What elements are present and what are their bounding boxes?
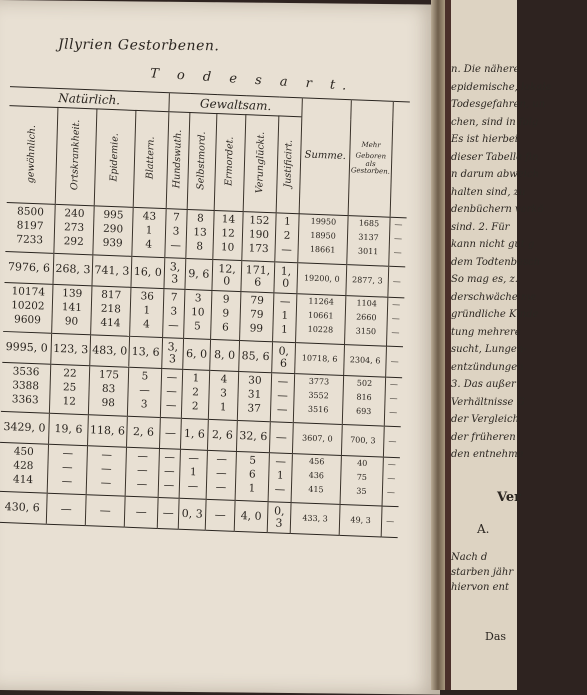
right-page-line: 3. Das außer <box>451 379 516 390</box>
table-cell: 2, 6 <box>207 419 237 451</box>
table-cell: — <box>269 422 293 454</box>
table-cell: 7 3 — <box>165 209 187 259</box>
table-cell: 8 13 8 <box>186 209 214 259</box>
table-cell: 30 31 37 <box>237 371 271 421</box>
right-page-line: denbüchern vorkö <box>451 204 544 215</box>
right-page-footer: Das <box>485 630 507 643</box>
table-cell: 483, 0 <box>90 335 130 367</box>
col-head-4 <box>166 112 190 210</box>
table-cell: 40 75 35 <box>340 455 383 506</box>
table-cell: 175 83 98 <box>88 366 128 416</box>
table-cell: 123, 3 <box>51 333 91 365</box>
col-head-label: Ermordet. <box>223 136 236 187</box>
table-cell: 450 428 414 <box>12 445 34 487</box>
right-page-line: der Vergleich <box>451 414 520 425</box>
table-cell: 3429, 0 <box>0 411 49 444</box>
table-cell: 8, 0 <box>210 339 240 371</box>
col-head-1 <box>55 107 97 205</box>
table-cell: 0, 3 <box>178 498 206 530</box>
table-cell: 700, 3 <box>341 424 384 457</box>
table-cell: 3, 3 <box>164 258 186 290</box>
table-cell: 8500 8197 7233 <box>16 205 45 247</box>
col-head-label: Ortskrankheit. <box>69 119 83 191</box>
table-cell: — <box>388 266 405 298</box>
table-cell: 2, 6 <box>126 416 160 448</box>
right-page-line: entzündungen <box>451 361 524 373</box>
table-cell: 1 2 — <box>275 213 299 263</box>
table-cell: — — — <box>47 444 87 494</box>
table-cell: — — — <box>387 297 405 347</box>
right-page-line: epidemische, lokale <box>451 81 552 93</box>
table-cell: — <box>383 426 400 458</box>
right-page-line: sind. 2. Für <box>451 221 510 233</box>
right-page-subheading: A. <box>477 522 490 536</box>
col-head-5 <box>187 113 217 211</box>
table-cell: — — — <box>382 457 400 507</box>
table-cell: 10174 10202 9609 <box>11 285 46 327</box>
table-cell: — — — <box>125 447 159 497</box>
table-cell: 433, 3 <box>290 503 340 536</box>
right-page-heading: Ver <box>497 490 522 505</box>
table-cell: 10718, 6 <box>295 343 345 376</box>
table-cell: — — — <box>270 373 294 423</box>
table-cell: 3, 3 <box>162 338 184 370</box>
col-side-top: Mehr <box>361 140 381 150</box>
right-page-line: Todesgefahren, un <box>451 99 546 110</box>
right-page-line: den entnehme <box>451 449 524 460</box>
table-cell: — <box>386 346 403 378</box>
right-page-line: Es ist hierbei <box>451 134 518 145</box>
right-page-line: gründliche Kinde <box>451 309 539 320</box>
right-page-line: Nach d <box>451 552 488 563</box>
table-cell: 4 3 1 <box>208 370 238 420</box>
table-cell: 19950 18950 18661 <box>298 214 348 265</box>
col-head-3 <box>133 110 169 208</box>
table-cell: 456 436 415 <box>291 454 341 505</box>
col-head-label: Justificirt. <box>282 139 295 188</box>
table-cell: 9, 6 <box>185 258 213 290</box>
col-head-2 <box>94 109 136 207</box>
right-page-line: So mag es, z. <box>451 274 518 285</box>
table-cell: 502 816 693 <box>342 376 385 427</box>
table-cell: 6, 0 <box>183 338 211 370</box>
col-side <box>348 100 393 218</box>
table-cell: 85, 6 <box>239 341 273 373</box>
col-head-label: Selbstmord. <box>195 130 208 190</box>
table-cell: 152 190 173 <box>242 212 276 262</box>
table-cell: — — — <box>389 217 407 267</box>
right-page <box>445 0 552 690</box>
right-page-line: halten sind, zu <box>451 186 526 198</box>
table-cell: 1, 6 <box>180 418 208 450</box>
table-cell: 9 9 6 <box>211 290 241 340</box>
table-cell: 12, 0 <box>212 259 242 291</box>
table-cell: 430, 6 <box>0 491 47 524</box>
table-cell: 7 3 — <box>163 289 185 339</box>
col-head-8 <box>276 116 302 214</box>
right-page-line: n darum abweich <box>451 169 539 180</box>
table-cell: 3536 3388 3363 <box>11 365 40 407</box>
right-page-line: hiervon ent <box>451 582 510 593</box>
table-cell: — 1 — <box>179 449 207 499</box>
table-cell: 1104 2660 3150 <box>345 296 388 347</box>
table-cell: 1685 3137 3011 <box>347 216 390 267</box>
table-cell: 14 12 10 <box>213 210 243 260</box>
right-page-line: Verhältnisse G <box>451 396 525 408</box>
table-cell: 5 — 3 <box>127 367 161 417</box>
right-page-line: derschwäche me <box>451 291 537 303</box>
table-cell: — 1 — <box>268 453 292 503</box>
table-cell: — <box>85 495 125 527</box>
table-cell: 4, 0 <box>234 500 268 532</box>
table-cell: — <box>46 493 86 525</box>
right-page-line: der früheren <box>451 431 516 443</box>
group-natural: Natürlich. <box>9 87 169 112</box>
table-cell: 3 10 5 <box>184 289 212 339</box>
table-cell: — 1 1 <box>273 293 297 343</box>
right-page-line: n. Die nähere <box>451 64 520 75</box>
table-cell: 1, 0 <box>274 262 298 294</box>
table-cell: 11264 10661 10228 <box>296 294 346 345</box>
table-cell: — <box>205 499 235 531</box>
table-cell: 1 2 2 <box>181 369 209 419</box>
table-cell: 240 273 292 <box>54 204 94 254</box>
group-violent: Gewaltsam. <box>169 93 302 117</box>
table-cell: 3773 3552 3516 <box>293 374 343 425</box>
table-cell: 3607, 0 <box>292 423 342 456</box>
table-cell: 32, 6 <box>236 420 270 452</box>
right-page-line: dieser Tabelle fin <box>451 151 539 163</box>
col-head-7 <box>243 115 279 213</box>
right-page-line: chen, sind in folg <box>451 116 539 128</box>
table-cell: 36 1 4 <box>130 287 164 337</box>
col-head-label: Verunglückt. <box>254 131 267 194</box>
table-cell: — — — <box>206 450 236 500</box>
col-head-label: Hundswuth. <box>171 129 184 189</box>
table-cell: 19, 6 <box>49 413 89 445</box>
table-cell: 0, 3 <box>267 502 291 534</box>
table-cell: 741, 3 <box>92 255 132 287</box>
table-cell: 139 141 90 <box>52 284 92 334</box>
table-cell: 5 6 1 <box>235 451 269 501</box>
table-cell: 16, 0 <box>131 256 165 288</box>
col-sum: Summe. <box>299 98 351 216</box>
col-head-label: Epidemie. <box>108 132 121 182</box>
table-cell: — — — <box>160 369 182 419</box>
col-head-6 <box>214 114 246 212</box>
right-page-line: kann nicht gut g <box>451 239 535 250</box>
col-head-label: gewöhnlich. <box>25 124 38 184</box>
col-head-label: Blattern. <box>144 136 157 180</box>
table-cell: 43 1 4 <box>132 207 166 257</box>
table-cell: 13, 6 <box>129 336 163 368</box>
table-cell: 7976, 6 <box>5 251 54 284</box>
col-side-sub: Geboren als Gestorben. <box>350 151 391 176</box>
table-cell: — — — <box>384 377 402 427</box>
table-cell: 0, 6 <box>272 342 296 374</box>
table-cell: 79 79 99 <box>240 292 274 342</box>
table-cell: — — — <box>86 446 126 496</box>
table-cell: 2304, 6 <box>344 345 387 378</box>
table-cell: 2877, 3 <box>346 265 389 298</box>
table-cell: 995 290 939 <box>93 206 133 256</box>
table-cell: 19200, 0 <box>297 263 347 296</box>
page-header: Jllyrien Gestorbenen. <box>58 36 220 55</box>
table-cell: — — — <box>158 448 180 498</box>
mortality-table <box>0 86 410 538</box>
table-cell: 817 218 414 <box>91 286 131 336</box>
book-spine <box>431 0 445 690</box>
table-cell: — <box>124 496 158 528</box>
table-cell: — <box>381 506 398 538</box>
col-dash <box>390 101 410 218</box>
col-head-0 <box>7 106 58 205</box>
table-cell: 22 25 12 <box>49 364 89 414</box>
table-cell: 171, 6 <box>241 261 275 293</box>
right-page-line: starben jähr <box>451 567 514 578</box>
table-cell: — <box>157 497 179 529</box>
todesart-heading: T o d e s a r t. <box>149 66 354 95</box>
right-page-line: sucht, Lungen- <box>451 344 527 355</box>
right-page-line: dem Todtenbesch <box>451 256 541 268</box>
right-page-line: tung mehrere <box>451 326 521 338</box>
table-cell: 268, 3 <box>53 253 93 285</box>
table-cell: 49, 3 <box>339 504 382 537</box>
table-cell: 118, 6 <box>88 415 128 447</box>
table-cell: — <box>159 418 181 450</box>
table-cell: 9995, 0 <box>2 331 51 364</box>
